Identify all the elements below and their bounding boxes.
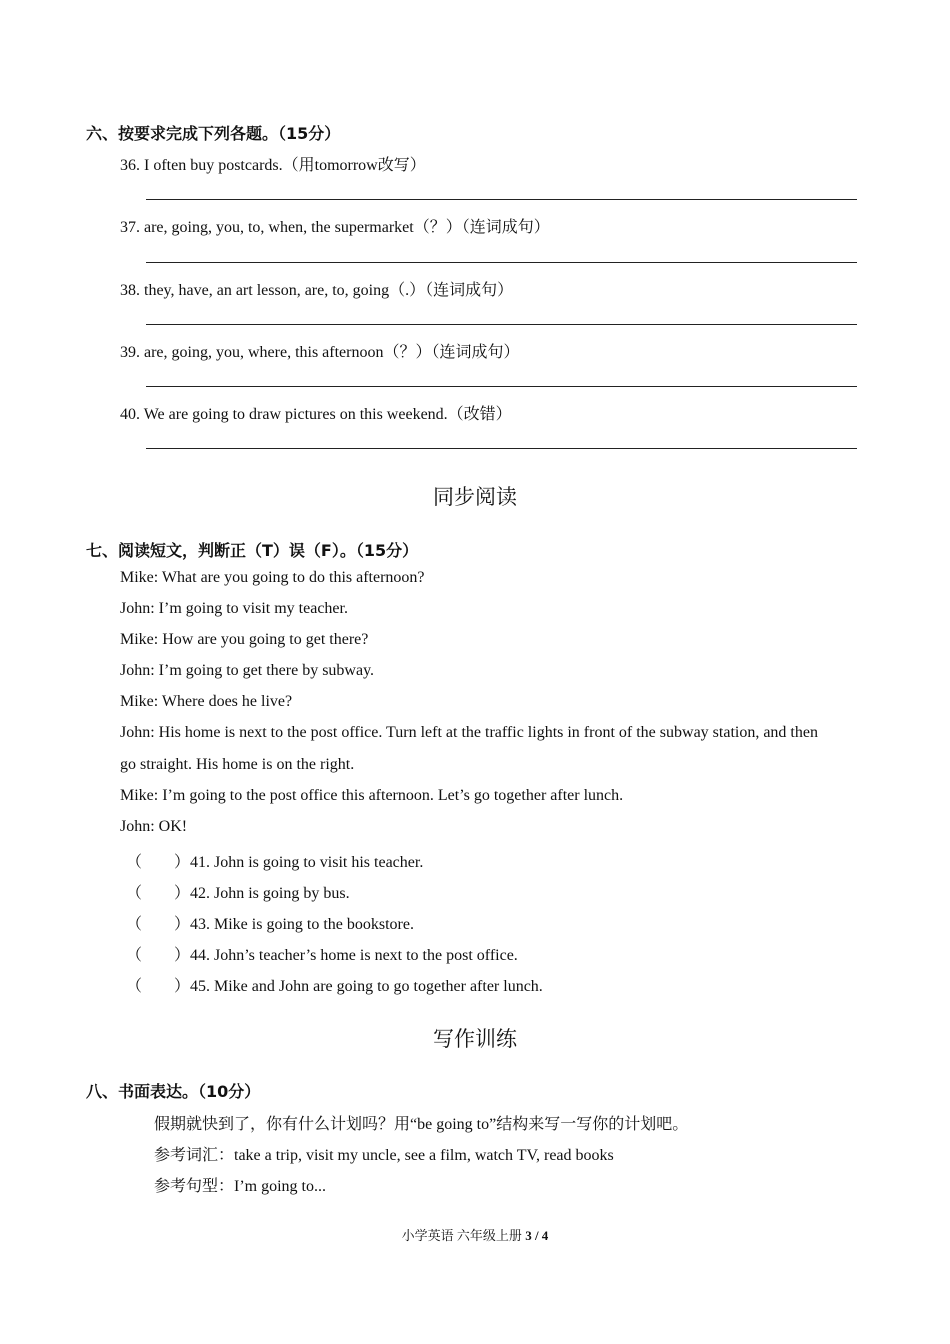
writing-vocab: 参考词汇：take a trip, visit my uncle, see a film, watch TV, read books [154,1147,614,1164]
page-number: 3 / 4 [525,1228,549,1243]
answer-blank[interactable]: （ [126,854,143,871]
reading-title: 同步阅读 [433,485,517,509]
answer-line-38[interactable] [146,324,857,325]
dialogue-line: John: I’m going to get there by subway. [120,662,375,679]
statement-text: ）45. Mike and John are going to go together after lunch. [174,978,543,995]
dialogue-line: Mike: I’m going to the post office this afternoon. Let’s go together after lunch. [120,787,624,804]
question-38: 38. they, have, an art lesson, are, to, going（.）（连词成句） [120,282,514,299]
statement-text: ）43. Mike is going to the bookstore. [174,916,414,933]
dialogue-line: Mike: What are you going to do this afternoon? [120,569,425,586]
true-false-item-42 [126,880,350,903]
page-footer [0,1225,950,1244]
answer-blank[interactable]: （ [126,885,143,902]
writing-pattern: 参考句型：I’m going to... [154,1178,326,1195]
dialogue-line: go straight. His home is on the right. [120,756,355,773]
writing-prompt: 假期就快到了，你有什么计划吗？用“be going to”结构来写一写你的计划吧。 [154,1116,689,1133]
footer-subject: 小学英语 六年级上册 [401,1228,522,1243]
dialogue-line: John: OK! [120,818,188,835]
dialogue-line: Mike: How are you going to get there? [120,631,369,648]
true-false-item-44 [126,942,518,965]
dialogue-line: John: His home is next to the post office. Turn left at the traffic lights in front of the subway station, and then [120,724,818,741]
answer-line-40[interactable] [146,448,857,449]
dialogue-line: Mike: Where does he live? [120,693,293,710]
statement-text: ）42. John is going by bus. [174,885,350,902]
question-37: 37. are, going, you, to, when, the supermarket（？）（连词成句） [120,219,550,236]
answer-blank[interactable]: （ [126,916,143,933]
question-36: 36. I often buy postcards.（用tomorrow改写） [120,157,426,174]
question-39: 39. are, going, you, where, this afternoon（？）（连词成句） [120,344,520,361]
answer-blank[interactable]: （ [126,978,143,995]
answer-line-37[interactable] [146,262,857,263]
question-40: 40. We are going to draw pictures on this weekend.（改错） [120,406,512,423]
section-6-heading: 六、按要求完成下列各题。（15分） [86,124,341,143]
answer-line-39[interactable] [146,386,857,387]
answer-line-36[interactable] [146,199,857,200]
statement-text: ）44. John’s teacher’s home is next to the post office. [174,947,518,964]
true-false-item-43 [126,911,414,934]
true-false-item-45 [126,973,543,996]
dialogue-line: John: I’m going to visit my teacher. [120,600,348,617]
section-7-heading: 七、阅读短文，判断正（T）误（F）。（15分） [86,541,419,560]
statement-text: ）41. John is going to visit his teacher. [174,854,424,871]
true-false-item-41 [126,849,423,872]
answer-blank[interactable]: （ [126,947,143,964]
writing-title: 写作训练 [433,1027,517,1051]
section-8-heading: 八、书面表达。（10分） [86,1082,261,1101]
